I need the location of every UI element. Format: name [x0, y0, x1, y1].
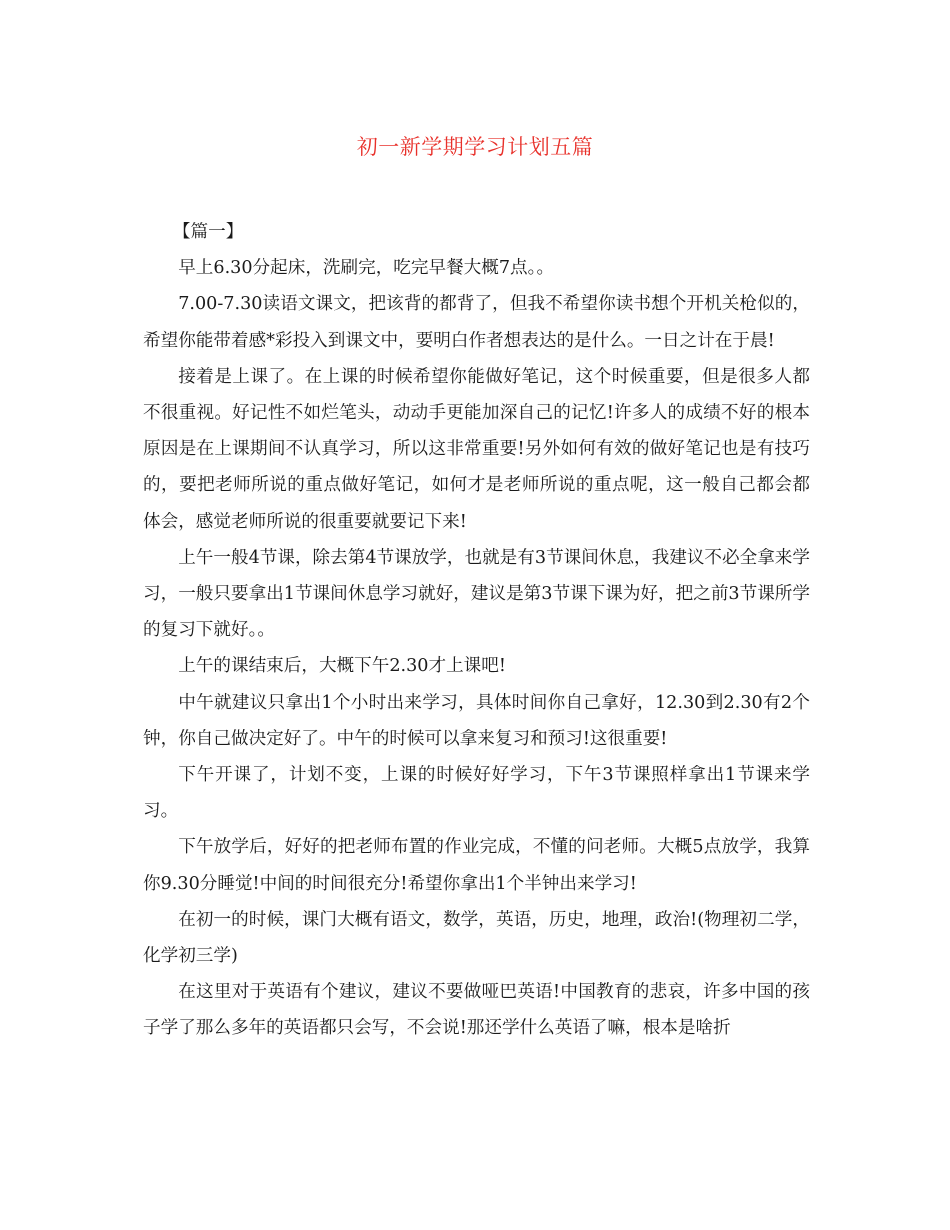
- paragraph: 接着是上课了。在上课的时候希望你能做好笔记，这个时候重要，但是很多人都不很重视。好记性不如烂笔头，动动手更能加深自己的记忆!许多人的成绩不好的根本原因是在上课期间不认真学习，所以这非常重要!另外如何有效的做好笔记也是有技巧的，要把老师所说的重点做好笔记，如何才是老师所说的重点呢，这一般自己都会都体会，感觉老师所说的很重要就要记下来!: [143, 366, 810, 532]
- paragraph: 在初一的时候，课门大概有语文，数学，英语，历史，地理，政治!(物理初二学，化学初三学): [143, 909, 810, 967]
- paragraph: 中午就建议只拿出1个小时出来学习，具体时间你自己拿好，12.30到2.30有2个钟，你自己做决定好了。中午的时候可以拿来复习和预习!这很重要!: [143, 692, 810, 749]
- document-body: [143, 214, 810, 1047]
- section-heading: 【篇一】: [172, 222, 244, 242]
- paragraph: 下午放学后，好好的把老师布置的作业完成，不懂的问老师。大概5点放学，我算你9.30分睡觉!中间的时间很充分!希望你拿出1个半钟出来学习!: [143, 837, 810, 894]
- paragraph: 在这里对于英语有个建议，建议不要做哑巴英语!中国教育的悲哀，许多中国的孩子学了那么多年的英语都只会写，不会说!那还学什么英语了嘛，根本是啥折: [143, 982, 810, 1039]
- paragraph: 上午的课结束后，大概下午2.30才上课吧!: [178, 656, 506, 677]
- paragraph: 7.00-7.30读语文课文，把该背的都背了，但我不希望你读书想个开机关枪似的，希望你能带着感*彩投入到课文中，要明白作者想表达的是什么。一日之计在于晨!: [143, 294, 810, 351]
- document-title: 初一新学期学习计划五篇: [356, 135, 594, 159]
- paragraph: 下午开课了，计划不变，上课的时候好好学习，下午3节课照样拿出1节课来学习。: [143, 765, 810, 822]
- paragraph: 早上6.30分起床，洗刷完，吃完早餐大概7点。。: [178, 258, 555, 279]
- paragraph: 上午一般4节课，除去第4节课放学，也就是有3节课间休息，我建议不必全拿来学习，一般只要拿出1节课间休息学习就好，建议是第3节课下课为好，把之前3节课所学的复习下就好。。: [143, 547, 810, 641]
